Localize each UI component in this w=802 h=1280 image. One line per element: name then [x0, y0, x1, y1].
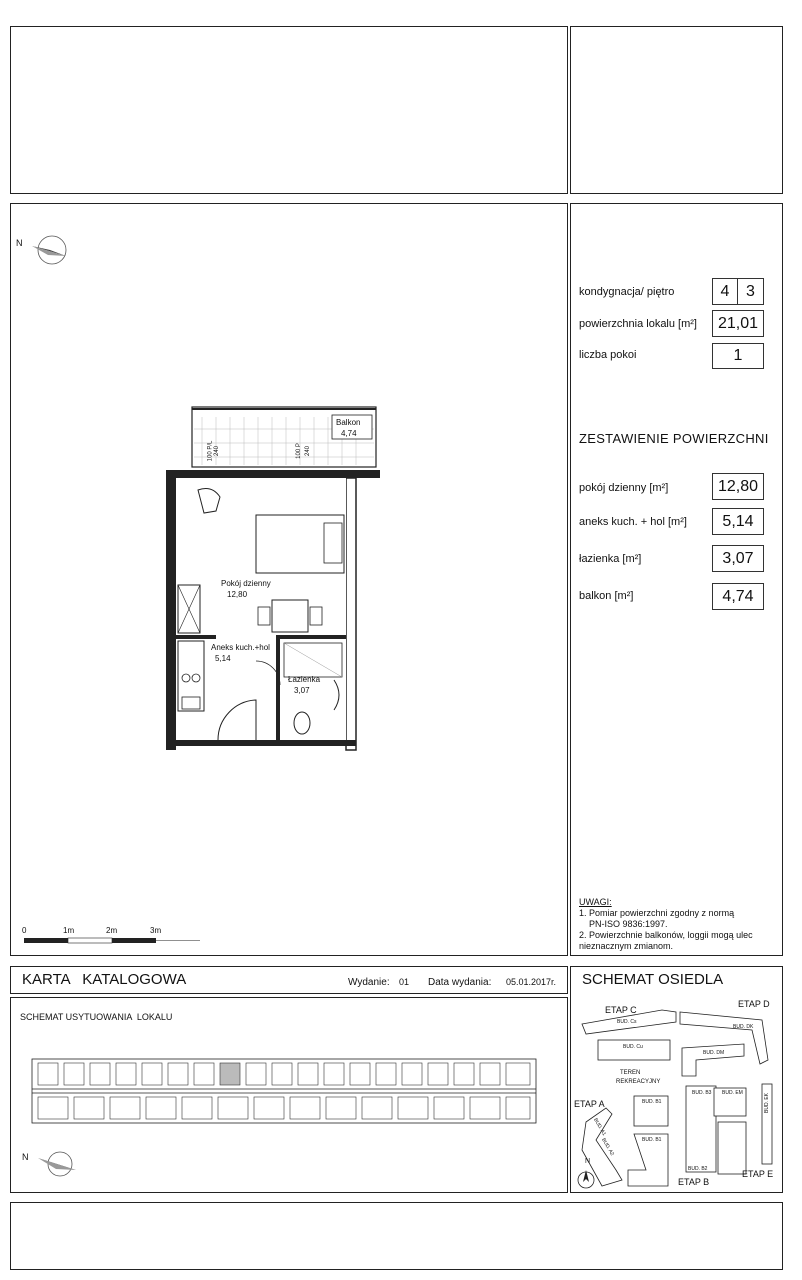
floor-label: kondygnacja/ piętro — [579, 286, 675, 298]
notes-line-2: PN-ISO 9836:1997. — [589, 919, 668, 929]
summary-label-3: łazienka [m²] — [579, 553, 642, 565]
estate-bud-b3: BUD. B3 — [692, 1090, 712, 1096]
location-compass-n: N — [22, 1152, 29, 1162]
notes-line-3: 2. Powierzchnie balkonów, loggii mogą ulec — [579, 930, 753, 940]
room-area-pokoj: 12,80 — [227, 590, 248, 599]
compass-n-label: N — [16, 238, 23, 248]
date-value: 05.01.2017r. — [506, 977, 557, 987]
estate-bud-cs: BUD. Cs — [617, 1019, 637, 1025]
estate-bud-dk: BUD. DK — [733, 1024, 754, 1030]
footer-panel — [10, 1202, 783, 1270]
area-label: powierzchnia lokalu [m²] — [579, 318, 697, 330]
building-floor-strip — [30, 1055, 540, 1127]
estate-bud-b1b: BUD. B1 — [642, 1137, 662, 1143]
floor-plan — [160, 395, 390, 755]
summary-value-4: 4,74 — [712, 583, 764, 610]
edition-value: 01 — [399, 977, 410, 987]
location-compass-icon — [20, 1148, 80, 1180]
estate-bud-em: BUD. EM — [722, 1090, 743, 1096]
room-area-aneks: 5,14 — [215, 654, 231, 663]
header-panel-right — [570, 26, 783, 194]
window-label-1: 100 P/L — [207, 440, 214, 462]
room-name-aneks: Aneks kuch.+hol — [211, 643, 270, 652]
estate-bud-a2: BUD. A2 — [600, 1137, 615, 1157]
estate-stage-b: ETAP B — [678, 1177, 710, 1187]
room-area-lazienka: 3,07 — [294, 686, 310, 695]
estate-stage-d: ETAP D — [738, 999, 770, 1009]
estate-stage-e: ETAP E — [742, 1169, 774, 1179]
location-title: SCHEMAT USYTUOWANIA LOKALU — [20, 1012, 173, 1022]
room-area-balkon: 4,74 — [341, 429, 357, 438]
summary-label-1: pokój dzienny [m²] — [579, 482, 669, 494]
date-label: Data wydania: — [428, 977, 492, 988]
estate-park-1: TEREN — [620, 1070, 641, 1076]
edition-label: Wydanie: — [348, 977, 390, 988]
estate-bud-cu: BUD. Cu — [623, 1044, 643, 1050]
estate-stage-a: ETAP A — [574, 1099, 605, 1109]
estate-stage-c: ETAP C — [605, 1005, 637, 1015]
scale-bar — [22, 936, 204, 946]
notes-title: UWAGI: — [579, 897, 612, 907]
scale-label-2: 2m — [106, 926, 118, 935]
room-name-pokoj: Pokój dzienny — [221, 579, 271, 588]
scale-label-1: 1m — [63, 926, 75, 935]
rooms-value: 1 — [712, 343, 764, 369]
window-label-2: 240 — [214, 445, 221, 457]
window-label-4: 240 — [305, 445, 312, 457]
area-value: 21,01 — [712, 310, 764, 337]
scale-label-0: 0 — [22, 926, 27, 935]
notes-line-4: nieznacznym zmianom. — [579, 941, 674, 951]
header-panel-left — [10, 26, 568, 194]
summary-value-3: 3,07 — [712, 545, 764, 572]
estate-bud-b2: BUD. B2 — [688, 1166, 708, 1172]
floor-value-1: 4 — [712, 278, 738, 305]
floor-value-2: 3 — [737, 278, 764, 305]
highlighted-unit — [220, 1063, 240, 1085]
catalog-title: KARTA KATALOGOWA — [22, 971, 187, 988]
compass-icon — [20, 230, 70, 270]
summary-title: ZESTAWIENIE POWIERZCHNI — [579, 431, 769, 446]
room-name-balkon: Balkon — [336, 418, 361, 427]
estate-bud-ek: BUD. EK — [764, 1092, 771, 1114]
estate-park-2: REKREACYJNY — [616, 1079, 661, 1085]
estate-bud-b1a: BUD. B1 — [642, 1099, 662, 1105]
rooms-label: liczba pokoi — [579, 349, 637, 361]
estate-bud-dm: BUD. DM — [703, 1050, 725, 1056]
room-name-lazienka: Łazienka — [288, 675, 321, 684]
window-label-3: 100 P — [295, 443, 302, 459]
summary-label-4: balkon [m²] — [579, 590, 634, 602]
estate-bud-a1: BUD. A1 — [592, 1117, 607, 1137]
summary-label-2: aneks kuch. + hol [m²] — [579, 516, 687, 528]
estate-north: N — [585, 1158, 591, 1165]
summary-value-2: 5,14 — [712, 508, 764, 535]
scale-label-3: 3m — [150, 926, 162, 935]
notes-line-1: 1. Pomiar powierzchni zgodny z normą — [579, 908, 735, 918]
estate-title: SCHEMAT OSIEDLA — [582, 971, 724, 988]
summary-value-1: 12,80 — [712, 473, 764, 500]
